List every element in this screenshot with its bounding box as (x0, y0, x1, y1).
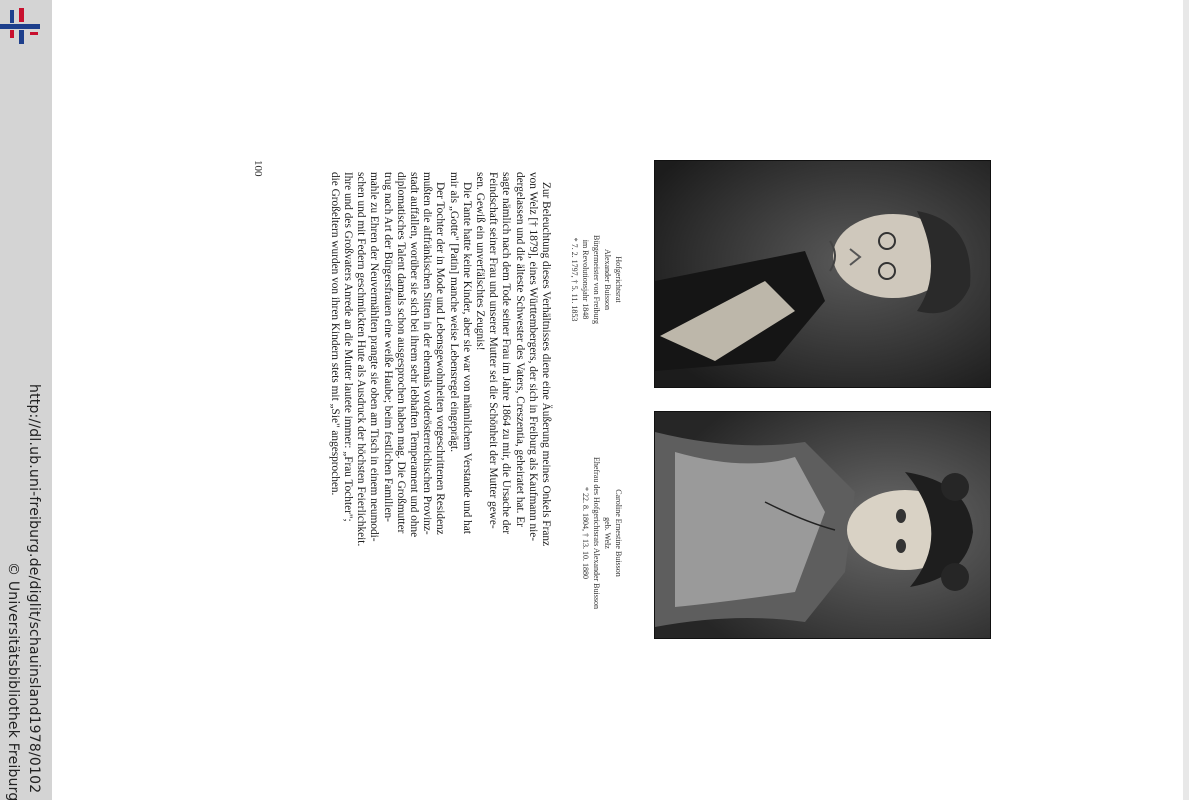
caption-line: Hofgerichtsrat (614, 256, 623, 303)
text-line: Zur Beleuchtung dieses Verhältnisses diene eine Äußerung meines Onkels Franz (540, 182, 552, 547)
text-line: sagte nämlich nach dem Tode seiner Frau im Jahre 1864 zu mir, die Ursache der (500, 172, 513, 535)
body-text (328, 172, 552, 612)
viewer-sidebar (0, 0, 52, 800)
scanned-page (52, 0, 1183, 800)
caption-portrait-1 (569, 235, 624, 324)
text-line: dergelassen und die älteste Schwester des Vaters, Creszentia, geheiratet hat. Er (513, 172, 526, 527)
caption-line: Ehefrau des Hofgerichtsrats Alexander Buisson (592, 457, 601, 609)
caption-line: Caroline Ernestine Buisson (614, 489, 623, 577)
caption-line: Alexander Buisson (603, 248, 612, 311)
scrollbar[interactable] (1183, 0, 1189, 800)
text-line: stadt auffallen, worüber sie sich bei ihrem sehr lebhaften Temperament und ohne (407, 172, 420, 538)
caption-line: Bürgermeister von Freiburg (592, 235, 601, 325)
text-line: mußten die altfränkischen Sitten in der ehemals vorderösterreichischen Provinz- (421, 172, 434, 535)
caption-portrait-2 (580, 457, 624, 609)
source-url[interactable]: http://dl.ub.uni-freiburg.de/diglit/schauinsland1978/0102 (26, 384, 42, 794)
text-line: die Großeltern wurden von ihren Kindern stets mit „Sie" angesprochen. (328, 172, 341, 496)
text-line: schen und mit Federn geschmückten Hute als Ausdruck der höchsten Feierlichkeit. (355, 172, 368, 547)
text-line: mir als „Gotte" [Patin] manche weise Lebensregel eingeprägt. (447, 172, 460, 453)
text-line: Ihre und des Großvaters Anrede an die Mutter lautete immer: „Frau Tochter"; (341, 172, 354, 522)
text-line: mahle zu Ehren der Neuvermählten prangte sie oben am Tisch in einem neumodi- (368, 172, 381, 542)
copyright-notice: © Universitätsbibliothek Freiburg (5, 562, 21, 801)
caption-line: im Revolutionsjahr 1848 (581, 239, 590, 320)
portrait-photo-caroline-buisson (654, 411, 991, 639)
text-line: diplomatisches Talent damals schon ausgesprochen haben mag. Die Großmutter (394, 172, 407, 534)
text-line: Der Tochter der in Mode und Lebensgewohnheiten vorgeschrittenen Residenz (434, 182, 447, 535)
text-line: Die Tante hatte keine Kinder, aber sie war von männlichem Verstande und hat (460, 182, 473, 534)
text-line: sen. Gewiß ein unverfälschtes Zeugnis! (473, 172, 486, 351)
text-line: Feindschaft seiner Frau und unserer Mutter sei die Schönheit der Mutter gewe- (487, 172, 500, 529)
caption-line: geb. Welz (603, 517, 612, 549)
page-number: 100 (252, 160, 264, 177)
caption-line: * 7. 2. 1797, † 5. 11. 1853 (570, 237, 579, 322)
university-logo-icon (0, 8, 44, 48)
text-line: von Welz [† 1879], eines Württembergers, der sich in Freiburg als Kaufmann nie- (526, 172, 539, 542)
text-line: trug nach Art der Bürgersfrauen eine weiße Haube; beim festlichen Familien- (381, 172, 394, 522)
caption-line: * 22. 8. 1804, † 13. 10. 1880 (581, 486, 590, 579)
portrait-photo-alexander-buisson (654, 160, 991, 388)
